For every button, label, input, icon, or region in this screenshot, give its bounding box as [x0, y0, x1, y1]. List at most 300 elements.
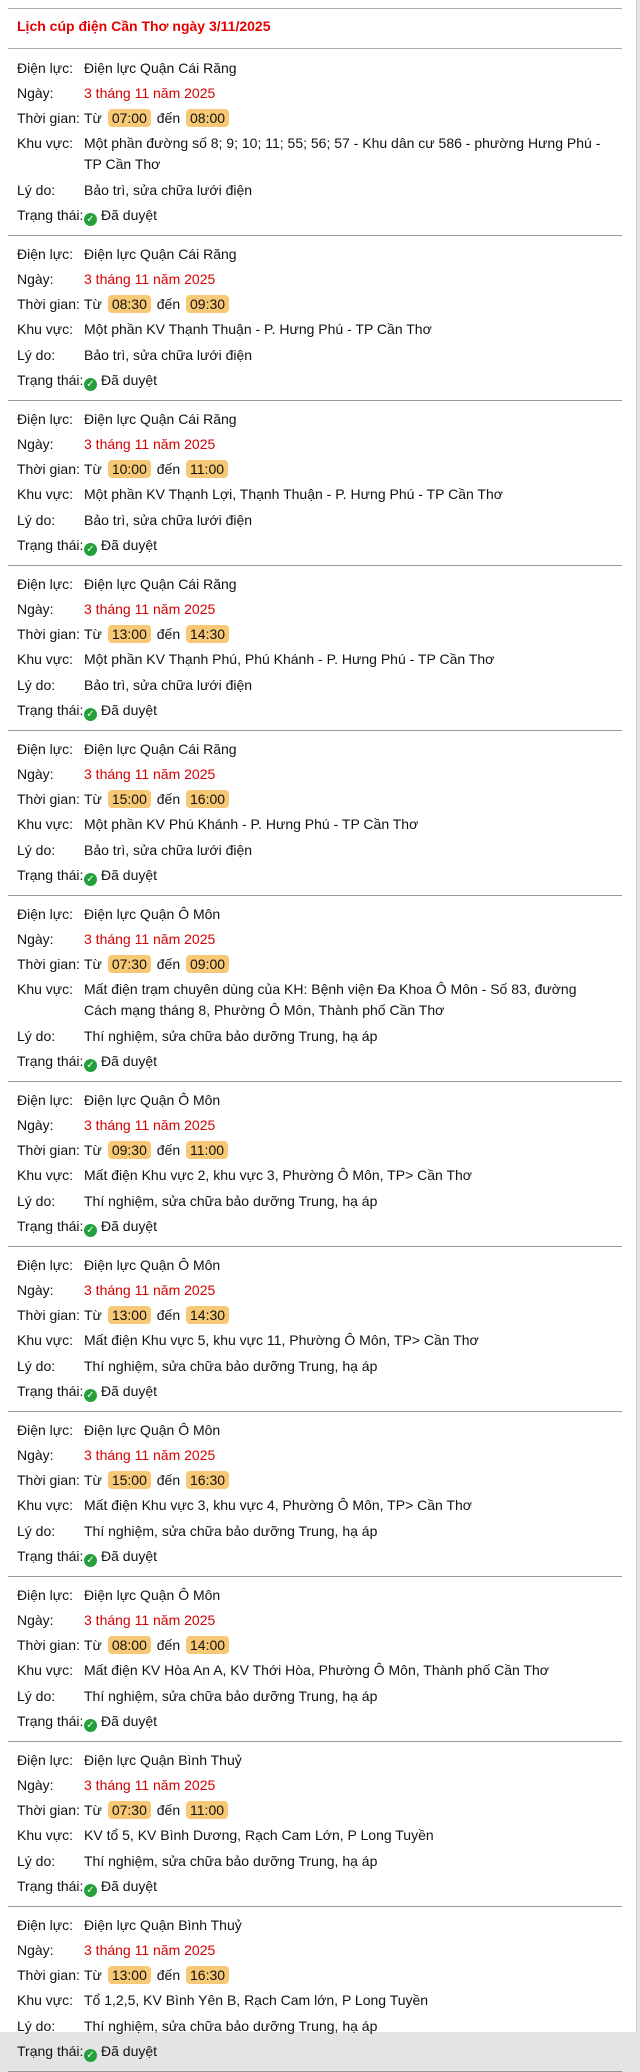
status-text: Đã duyệt [101, 1548, 158, 1564]
reason-row [17, 343, 622, 368]
time-row [17, 106, 622, 131]
area-row [17, 647, 622, 673]
area-value: Một phần KV Phú Khánh - P. Hưng Phú - TP Cần Thơ [84, 816, 419, 832]
status-value [84, 1546, 622, 1567]
reason-label: Lý do: [17, 1028, 56, 1044]
area-label: Khu vực: [17, 1497, 74, 1513]
status-text: Đã duyệt [101, 537, 158, 553]
outage-item [8, 50, 622, 236]
from-word: Từ [84, 1967, 102, 1983]
date-label: Ngày: [17, 1777, 54, 1793]
date-label: Ngày: [17, 436, 54, 452]
time-label: Thời gian: [17, 1637, 80, 1653]
status-text: Đã duyệt [101, 1218, 158, 1234]
unit-value: Điện lực Quận Ô Môn [84, 1587, 221, 1603]
date-label: Ngày: [17, 271, 54, 287]
area-row [17, 1163, 622, 1189]
time-label: Thời gian: [17, 791, 80, 807]
status-label: Trạng thái: [17, 702, 84, 718]
date-value: 3 tháng 11 năm 2025 [84, 1777, 216, 1793]
end-time-badge: 09:30 [186, 295, 229, 313]
date-label: Ngày: [17, 931, 54, 947]
reason-value: Thí nghiệm, sửa chữa bảo dưỡng Trung, hạ áp [84, 1523, 378, 1539]
area-row [17, 482, 622, 508]
time-row [17, 1963, 622, 1988]
outage-item [8, 566, 622, 731]
status-row [17, 863, 622, 889]
status-value [84, 1876, 622, 1897]
area-value: Một phần KV Thạnh Lợi, Thạnh Thuận - P. Hưng Phú - TP Cần Thơ [84, 486, 503, 502]
date-row [17, 1113, 622, 1138]
status-label: Trạng thái: [17, 537, 84, 553]
reason-value: Thí nghiệm, sửa chữa bảo dưỡng Trung, hạ áp [84, 1688, 378, 1704]
reason-row [17, 1354, 622, 1379]
date-label: Ngày: [17, 766, 54, 782]
date-value: 3 tháng 11 năm 2025 [84, 601, 216, 617]
unit-row [17, 1088, 622, 1113]
unit-label: Điện lực: [17, 1917, 74, 1933]
area-value: Mất điện KV Hòa An A, KV Thới Hòa, Phường Ô Môn, Thành phố Cần Thơ [84, 1662, 549, 1678]
date-value: 3 tháng 11 năm 2025 [84, 931, 216, 947]
time-row [17, 787, 622, 812]
outage-list [8, 50, 622, 2072]
status-value [84, 2041, 622, 2062]
date-row [17, 1773, 622, 1798]
reason-value: Thí nghiệm, sửa chữa bảo dưỡng Trung, hạ áp [84, 2018, 378, 2034]
time-row [17, 292, 622, 317]
end-time-badge: 11:00 [186, 1801, 228, 1819]
to-word: đến [156, 1472, 181, 1488]
area-label: Khu vực: [17, 981, 74, 997]
check-circle-icon: ✓ [84, 708, 97, 721]
time-row [17, 952, 622, 977]
date-label: Ngày: [17, 1282, 54, 1298]
unit-row [17, 902, 622, 927]
status-text: Đã duyệt [101, 1383, 158, 1399]
unit-label: Điện lực: [17, 741, 74, 757]
outage-item [8, 1082, 622, 1247]
check-circle-icon: ✓ [84, 1884, 97, 1897]
time-value [84, 1635, 622, 1655]
date-row [17, 1608, 622, 1633]
area-value: Mất điện Khu vực 2, khu vực 3, Phường Ô Môn, TP> Cần Thơ [84, 1167, 472, 1183]
date-row [17, 927, 622, 952]
unit-row [17, 242, 622, 267]
date-label: Ngày: [17, 601, 54, 617]
status-row [17, 1049, 622, 1075]
from-word: Từ [84, 1637, 102, 1653]
status-row [17, 1544, 622, 1570]
check-circle-icon: ✓ [84, 1554, 97, 1567]
time-value [84, 459, 622, 479]
to-word: đến [156, 1802, 181, 1818]
to-word: đến [156, 296, 181, 312]
time-value [84, 1470, 622, 1490]
to-word: đến [156, 110, 181, 126]
date-row [17, 1278, 622, 1303]
time-value [84, 108, 622, 128]
unit-value: Điện lực Quận Bình Thuỷ [84, 1752, 242, 1768]
from-word: Từ [84, 791, 102, 807]
end-time-badge: 16:30 [186, 1471, 229, 1489]
status-value [84, 370, 622, 391]
time-value [84, 294, 622, 314]
reason-row [17, 178, 622, 203]
area-label: Khu vực: [17, 1332, 74, 1348]
from-word: Từ [84, 296, 102, 312]
status-label: Trạng thái: [17, 1878, 84, 1894]
start-time-badge: 13:00 [108, 625, 151, 643]
status-text: Đã duyệt [101, 207, 158, 223]
date-row [17, 432, 622, 457]
unit-label: Điện lực: [17, 906, 74, 922]
time-label: Thời gian: [17, 1307, 80, 1323]
outage-item [8, 1247, 622, 1412]
status-row [17, 1214, 622, 1240]
end-time-badge: 08:00 [186, 109, 229, 127]
end-time-badge: 16:00 [186, 790, 229, 808]
start-time-badge: 07:30 [108, 1801, 151, 1819]
date-row [17, 597, 622, 622]
area-label: Khu vực: [17, 1827, 74, 1843]
area-row [17, 812, 622, 838]
unit-row [17, 407, 622, 432]
unit-value: Điện lực Quận Cái Răng [84, 60, 237, 76]
date-value: 3 tháng 11 năm 2025 [84, 1117, 216, 1133]
status-label: Trạng thái: [17, 2043, 84, 2059]
reason-row [17, 1849, 622, 1874]
date-row [17, 1443, 622, 1468]
status-label: Trạng thái: [17, 867, 84, 883]
reason-label: Lý do: [17, 1688, 56, 1704]
date-row [17, 267, 622, 292]
check-circle-icon: ✓ [84, 1389, 97, 1402]
reason-row [17, 838, 622, 863]
status-value [84, 1216, 622, 1237]
unit-label: Điện lực: [17, 1257, 74, 1273]
reason-label: Lý do: [17, 842, 56, 858]
status-label: Trạng thái: [17, 207, 84, 223]
time-label: Thời gian: [17, 1472, 80, 1488]
to-word: đến [156, 1142, 181, 1158]
status-label: Trạng thái: [17, 372, 84, 388]
from-word: Từ [84, 956, 102, 972]
reason-label: Lý do: [17, 677, 56, 693]
status-value [84, 865, 622, 886]
date-row [17, 762, 622, 787]
area-value: Một phần KV Thạnh Thuận - P. Hưng Phú - TP Cần Thơ [84, 321, 432, 337]
check-circle-icon: ✓ [84, 378, 97, 391]
reason-row [17, 673, 622, 698]
unit-label: Điện lực: [17, 1587, 74, 1603]
outage-item [8, 1577, 622, 1742]
status-row [17, 533, 622, 559]
status-row [17, 203, 622, 229]
time-row [17, 622, 622, 647]
status-row [17, 2039, 622, 2065]
unit-row [17, 1913, 622, 1938]
end-time-badge: 11:00 [186, 460, 228, 478]
start-time-badge: 08:30 [108, 295, 151, 313]
reason-value: Thí nghiệm, sửa chữa bảo dưỡng Trung, hạ áp [84, 1193, 378, 1209]
area-row [17, 1658, 622, 1684]
end-time-badge: 16:30 [186, 1966, 229, 1984]
outage-item [8, 731, 622, 896]
to-word: đến [156, 791, 181, 807]
date-value: 3 tháng 11 năm 2025 [84, 1942, 216, 1958]
date-label: Ngày: [17, 1117, 54, 1133]
status-value [84, 535, 622, 556]
time-row [17, 457, 622, 482]
reason-row [17, 1684, 622, 1709]
status-row [17, 1709, 622, 1735]
end-time-badge: 14:30 [186, 625, 229, 643]
reason-value: Thí nghiệm, sửa chữa bảo dưỡng Trung, hạ áp [84, 1028, 378, 1044]
status-label: Trạng thái: [17, 1713, 84, 1729]
check-circle-icon: ✓ [84, 213, 97, 226]
unit-label: Điện lực: [17, 60, 74, 76]
status-value [84, 700, 622, 721]
reason-row [17, 1519, 622, 1544]
unit-row [17, 1748, 622, 1773]
check-circle-icon: ✓ [84, 1059, 97, 1072]
top-divider [8, 0, 622, 9]
area-value: Mất điện trạm chuyên dùng của KH: Bệnh viện Đa Khoa Ô Môn - Số 83, đường Cách mạng tháng 8, Phường Ô Môn, Thành phố Cần Thơ [84, 981, 577, 1018]
from-word: Từ [84, 1142, 102, 1158]
area-value: Mất điện Khu vực 5, khu vực 11, Phường Ô Môn, TP> Cần Thơ [84, 1332, 479, 1348]
status-text: Đã duyệt [101, 1713, 158, 1729]
unit-value: Điện lực Quận Cái Răng [84, 411, 237, 427]
date-value: 3 tháng 11 năm 2025 [84, 271, 216, 287]
start-time-badge: 13:00 [108, 1966, 151, 1984]
time-label: Thời gian: [17, 1802, 80, 1818]
end-time-badge: 09:00 [186, 955, 229, 973]
outage-item [8, 236, 622, 401]
unit-label: Điện lực: [17, 1422, 74, 1438]
date-row [17, 81, 622, 106]
status-text: Đã duyệt [101, 1878, 158, 1894]
end-time-badge: 14:00 [186, 1636, 229, 1654]
start-time-badge: 15:00 [108, 1471, 151, 1489]
status-row [17, 1379, 622, 1405]
time-value [84, 954, 622, 974]
unit-value: Điện lực Quận Bình Thuỷ [84, 1917, 242, 1933]
outage-item [8, 1412, 622, 1577]
date-row [17, 1938, 622, 1963]
unit-label: Điện lực: [17, 1092, 74, 1108]
area-value: Mất điện Khu vực 3, khu vực 4, Phường Ô Môn, TP> Cần Thơ [84, 1497, 472, 1513]
end-time-badge: 11:00 [186, 1141, 228, 1159]
time-value [84, 1800, 622, 1820]
to-word: đến [156, 626, 181, 642]
area-label: Khu vực: [17, 486, 74, 502]
reason-label: Lý do: [17, 1193, 56, 1209]
date-value: 3 tháng 11 năm 2025 [84, 1282, 216, 1298]
status-label: Trạng thái: [17, 1218, 84, 1234]
time-value [84, 624, 622, 644]
area-label: Khu vực: [17, 816, 74, 832]
area-label: Khu vực: [17, 1662, 74, 1678]
area-value: Tổ 1,2,5, KV Bình Yên B, Rạch Cam lớn, P Long Tuyền [84, 1992, 429, 2008]
start-time-badge: 10:00 [108, 460, 151, 478]
area-label: Khu vực: [17, 651, 74, 667]
time-label: Thời gian: [17, 956, 80, 972]
reason-label: Lý do: [17, 2018, 56, 2034]
start-time-badge: 13:00 [108, 1306, 151, 1324]
unit-label: Điện lực: [17, 576, 74, 592]
check-circle-icon: ✓ [84, 1719, 97, 1732]
time-value [84, 1140, 622, 1160]
from-word: Từ [84, 1802, 102, 1818]
status-text: Đã duyệt [101, 2043, 158, 2059]
status-text: Đã duyệt [101, 372, 158, 388]
reason-label: Lý do: [17, 1853, 56, 1869]
date-label: Ngày: [17, 85, 54, 101]
page-title: Lịch cúp điện Cần Thơ ngày 3/11/2025 [17, 18, 271, 34]
reason-value: Bảo trì, sửa chữa lưới điện [84, 842, 253, 858]
status-label: Trạng thái: [17, 1383, 84, 1399]
area-row [17, 977, 622, 1024]
check-circle-icon: ✓ [84, 543, 97, 556]
status-text: Đã duyệt [101, 702, 158, 718]
check-circle-icon: ✓ [84, 2049, 97, 2062]
status-label: Trạng thái: [17, 1548, 84, 1564]
area-label: Khu vực: [17, 135, 74, 151]
area-value: KV tổ 5, KV Bình Dương, Rạch Cam Lớn, P Long Tuyền [84, 1827, 434, 1843]
time-label: Thời gian: [17, 626, 80, 642]
area-row [17, 1823, 622, 1849]
area-label: Khu vực: [17, 1167, 74, 1183]
status-text: Đã duyệt [101, 1053, 158, 1069]
start-time-badge: 07:30 [108, 955, 151, 973]
time-label: Thời gian: [17, 296, 80, 312]
start-time-badge: 09:30 [108, 1141, 151, 1159]
date-value: 3 tháng 11 năm 2025 [84, 436, 216, 452]
reason-label: Lý do: [17, 512, 56, 528]
reason-value: Bảo trì, sửa chữa lưới điện [84, 512, 253, 528]
to-word: đến [156, 956, 181, 972]
unit-row [17, 56, 622, 81]
from-word: Từ [84, 1472, 102, 1488]
time-row [17, 1303, 622, 1328]
unit-value: Điện lực Quận Ô Môn [84, 1422, 221, 1438]
time-row [17, 1633, 622, 1658]
to-word: đến [156, 1307, 181, 1323]
reason-label: Lý do: [17, 1358, 56, 1374]
time-row [17, 1138, 622, 1163]
to-word: đến [156, 1637, 181, 1653]
reason-row [17, 1024, 622, 1049]
reason-row [17, 1189, 622, 1214]
unit-row [17, 572, 622, 597]
outage-item [8, 1742, 622, 1907]
status-label: Trạng thái: [17, 1053, 84, 1069]
reason-label: Lý do: [17, 347, 56, 363]
date-value: 3 tháng 11 năm 2025 [84, 766, 216, 782]
unit-row [17, 1253, 622, 1278]
unit-label: Điện lực: [17, 411, 74, 427]
area-row [17, 1493, 622, 1519]
area-value: Một phần đường số 8; 9; 10; 11; 55; 56; 57 - Khu dân cư 586 - phường Hưng Phú - TP Cần Thơ [84, 135, 601, 172]
date-label: Ngày: [17, 1612, 54, 1628]
time-label: Thời gian: [17, 1142, 80, 1158]
to-word: đến [156, 461, 181, 477]
unit-value: Điện lực Quận Cái Răng [84, 741, 237, 757]
unit-row [17, 1418, 622, 1443]
unit-value: Điện lực Quận Ô Môn [84, 1257, 221, 1273]
unit-value: Điện lực Quận Ô Môn [84, 1092, 221, 1108]
time-label: Thời gian: [17, 1967, 80, 1983]
area-row [17, 131, 622, 178]
unit-row [17, 737, 622, 762]
unit-row [17, 1583, 622, 1608]
area-row [17, 317, 622, 343]
reason-value: Thí nghiệm, sửa chữa bảo dưỡng Trung, hạ áp [84, 1358, 378, 1374]
status-value [84, 1711, 622, 1732]
time-row [17, 1798, 622, 1823]
outage-item [8, 1907, 622, 2072]
status-row [17, 368, 622, 394]
status-value [84, 1381, 622, 1402]
date-value: 3 tháng 11 năm 2025 [84, 1612, 216, 1628]
title-divider [8, 48, 622, 49]
from-word: Từ [84, 110, 102, 126]
reason-label: Lý do: [17, 1523, 56, 1539]
from-word: Từ [84, 461, 102, 477]
area-label: Khu vực: [17, 1992, 74, 2008]
reason-value: Bảo trì, sửa chữa lưới điện [84, 347, 253, 363]
outage-item [8, 896, 622, 1082]
start-time-badge: 15:00 [108, 790, 151, 808]
status-row [17, 698, 622, 724]
status-text: Đã duyệt [101, 867, 158, 883]
time-value [84, 1965, 622, 1985]
reason-value: Thí nghiệm, sửa chữa bảo dưỡng Trung, hạ áp [84, 1853, 378, 1869]
status-value [84, 1051, 622, 1072]
date-label: Ngày: [17, 1942, 54, 1958]
reason-value: Bảo trì, sửa chữa lưới điện [84, 182, 253, 198]
area-row [17, 1328, 622, 1354]
start-time-badge: 08:00 [108, 1636, 151, 1654]
outage-item [8, 401, 622, 566]
unit-value: Điện lực Quận Ô Môn [84, 906, 221, 922]
unit-value: Điện lực Quận Cái Răng [84, 576, 237, 592]
reason-row [17, 2014, 622, 2039]
to-word: đến [156, 1967, 181, 1983]
start-time-badge: 07:00 [108, 109, 151, 127]
time-value [84, 1305, 622, 1325]
end-time-badge: 14:30 [186, 1306, 229, 1324]
time-label: Thời gian: [17, 461, 80, 477]
date-value: 3 tháng 11 năm 2025 [84, 85, 216, 101]
time-value [84, 789, 622, 809]
date-value: 3 tháng 11 năm 2025 [84, 1447, 216, 1463]
area-row [17, 1988, 622, 2014]
area-value: Một phần KV Thạnh Phú, Phú Khánh - P. Hưng Phú - TP Cần Thơ [84, 651, 495, 667]
status-value [84, 205, 622, 226]
check-circle-icon: ✓ [84, 1224, 97, 1237]
date-label: Ngày: [17, 1447, 54, 1463]
time-label: Thời gian: [17, 110, 80, 126]
unit-label: Điện lực: [17, 1752, 74, 1768]
reason-row [17, 508, 622, 533]
unit-value: Điện lực Quận Cái Răng [84, 246, 237, 262]
from-word: Từ [84, 626, 102, 642]
reason-value: Bảo trì, sửa chữa lưới điện [84, 677, 253, 693]
status-row [17, 1874, 622, 1900]
time-row [17, 1468, 622, 1493]
reason-label: Lý do: [17, 182, 56, 198]
